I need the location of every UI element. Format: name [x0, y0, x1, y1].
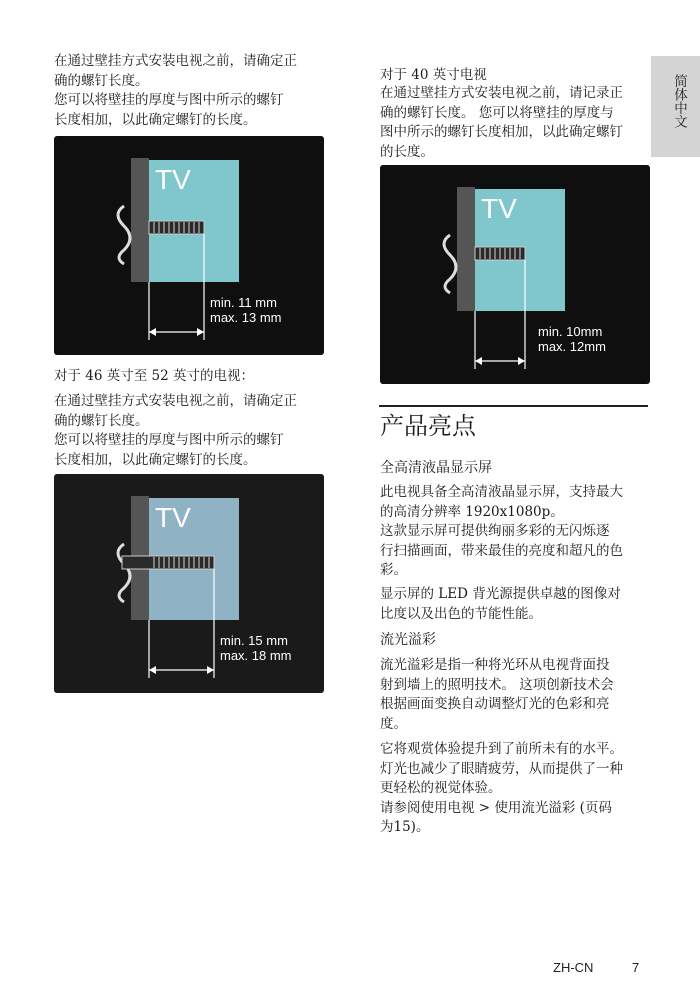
text-line: 比度以及出色的节能性能。: [380, 605, 542, 622]
text-line: 它将观赏体验提升到了前所未有的水平。: [380, 741, 623, 757]
text-line: 流光溢彩是指一种将光环从电视背面投: [380, 657, 610, 673]
subsection-title-full-hd: 全高清液晶显示屏: [380, 460, 492, 476]
footer-language: ZH-CN: [553, 960, 594, 975]
max-length-label: max. 18 mm: [220, 648, 292, 663]
screw-length-figure-1: [54, 136, 324, 355]
text-line: 射到墙上的照明技术。 这项创新技术会: [380, 676, 614, 693]
section-title: 产品亮点: [380, 412, 476, 440]
heading-46-52: 对于 46 英寸至 52 英寸的电视：: [54, 368, 255, 384]
max-length-label: max. 12mm: [538, 339, 606, 354]
text-line: 在通过壁挂方式安装电视之前，请确定正: [54, 53, 297, 69]
language-tab-label: 简体中文: [671, 74, 687, 128]
text-line: 行扫描画面，带来最佳的亮度和超凡的色: [380, 542, 623, 559]
tv-label: TV: [481, 193, 517, 224]
tv-label: TV: [155, 502, 191, 533]
intro-paragraph: [54, 52, 297, 130]
ambilight-paragraph-1: [380, 656, 614, 734]
text-line: 长度相加，以此确定螺钉的长度。: [54, 451, 257, 468]
text-line: 彩。: [380, 562, 407, 578]
text-line: 在通过壁挂方式安装电视之前，请记录正: [380, 85, 623, 101]
text-line: 显示屏的 LED 背光源提供卓越的图像对: [380, 586, 621, 602]
text-line: 此电视具备全高清液晶显示屏，支持最大: [380, 484, 623, 500]
screw-length-figure-2: [54, 474, 324, 693]
max-length-label: max. 13 mm: [210, 310, 282, 325]
text-line: 根据画面变换自动调整灯光的色彩和亮: [380, 696, 610, 712]
paragraph-46-52: [54, 392, 297, 470]
text-line: 更轻松的视觉体验。: [380, 780, 502, 796]
text-line: 确的螺钉长度。 您可以将壁挂的厚度与: [380, 104, 614, 121]
text-line: 灯光也减少了眼睛疲劳，从而提供了一种: [380, 760, 623, 777]
ambilight-paragraph-2: [380, 740, 623, 838]
section-divider: [379, 405, 648, 407]
text-line: 的长度。: [380, 143, 434, 160]
full-hd-paragraph-2: [380, 585, 621, 624]
page-number: 7: [632, 960, 640, 975]
text-line: 图中所示的螺钉长度相加，以此确定螺钉: [380, 124, 623, 140]
text-line: 的高清分辨率 1920x1080p。: [380, 503, 564, 520]
full-hd-paragraph-1: [380, 483, 623, 581]
text-line: 确的螺钉长度。: [54, 72, 149, 89]
heading-40-inch: 对于 40 英寸电视: [380, 67, 487, 83]
text-line: 这款显示屏可提供绚丽多彩的无闪烁逐: [380, 523, 610, 539]
cross-reference-link[interactable]: 请参阅使用电视 > 使用流光溢彩 (页码: [380, 799, 612, 816]
subsection-title-ambilight: 流光溢彩: [380, 632, 436, 648]
language-tab[interactable]: [651, 56, 700, 157]
tv-label: TV: [155, 164, 191, 195]
min-length-label: min. 11 mm: [210, 295, 277, 310]
text-line: 您可以将壁挂的厚度与图中所示的螺钉: [54, 92, 284, 108]
min-length-label: min. 15 mm: [220, 633, 288, 648]
screw-length-figure-3: [380, 165, 650, 384]
text-line: 确的螺钉长度。: [54, 412, 149, 429]
text-line: 长度相加，以此确定螺钉的长度。: [54, 111, 257, 128]
min-length-label: min. 10mm: [538, 324, 603, 339]
text-line: 您可以将壁挂的厚度与图中所示的螺钉: [54, 432, 284, 448]
paragraph-40-inch: [380, 84, 623, 162]
text-line: 度。: [380, 715, 407, 732]
text-line: 在通过壁挂方式安装电视之前，请确定正: [54, 393, 297, 409]
text-line: 为15)。: [380, 819, 430, 835]
